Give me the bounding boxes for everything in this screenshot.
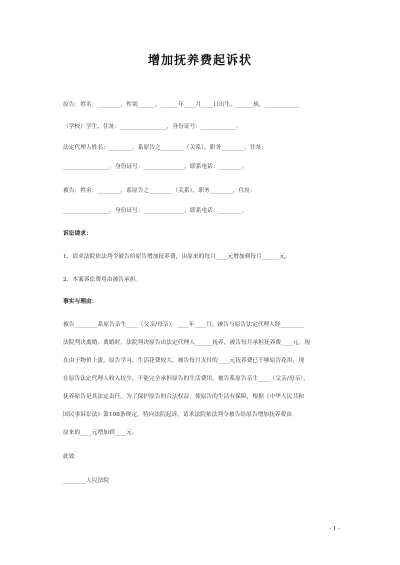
facts-line-6: 国民事诉讼法》第108条规定，特向法院起诉，请求法院依法判令被告给原告增加抚养费由 bbox=[63, 412, 293, 418]
facts-line-3: 在由于物价上涨，原告学习、生活花费较大，被告每月支付的____元抚养费已不够原告花用，现 bbox=[63, 358, 305, 364]
plaintiff-line-1: 原告：姓名：________，性别______，______年____月____日出生，______族，____________ bbox=[63, 102, 300, 108]
facts-heading: 事实与理由： bbox=[63, 299, 98, 305]
defendant-line-2: ________________，身份证号：______________，联系电话：________。 bbox=[63, 208, 248, 214]
facts-line-2: 法院判决离婚，离婚时，法院判决原告由法定代理人______抚养，被告每月承担抚养费____元。现 bbox=[63, 340, 310, 346]
facts-line-5: 抚养原告是其法定责任。为了保护原告的合法权益，使原告的生活有保障，根据《中华人民共和 bbox=[63, 394, 304, 400]
closing-salutation: 此致 bbox=[63, 454, 75, 460]
court-name: ________人民法院 bbox=[63, 478, 110, 484]
facts-line-4: 在原告法定代理人收入较少，不能完全承担原告的生活费用。被告系原告亲生____（父亲/母亲）， bbox=[63, 376, 309, 382]
page-number: - 1 - bbox=[329, 526, 340, 532]
claim-item-2: 2、本案诉讼费用由被告承担。 bbox=[63, 277, 142, 283]
facts-line-1: 被告________系原告亲生____（父亲/母亲）。____年____月，被告与原告法定代理人经________ bbox=[63, 322, 304, 328]
representative-line-2: ________________，身份证号：______________，联系电话：________。 bbox=[63, 164, 248, 170]
claim-item-1: 1、请求法院依法判令被告给原告增加抚养费，由原来的每月____元增加到每月______元。 bbox=[63, 254, 291, 260]
claims-heading: 诉讼请求： bbox=[63, 231, 92, 237]
representative-line-1: 法定代理人姓名：________，系原告之________（关系），职务________，住址： bbox=[63, 145, 268, 151]
facts-line-7: 原来的____元增加到____元。 bbox=[63, 430, 138, 436]
page-title: 增加抚养费起诉状 bbox=[147, 53, 252, 67]
defendant-line-1: 被告：姓名：________，系原告之________（关系），职务________，住址： bbox=[63, 188, 256, 194]
plaintiff-line-2: （学校）学生，住址：________________，身份证号：____________。 bbox=[63, 124, 242, 130]
